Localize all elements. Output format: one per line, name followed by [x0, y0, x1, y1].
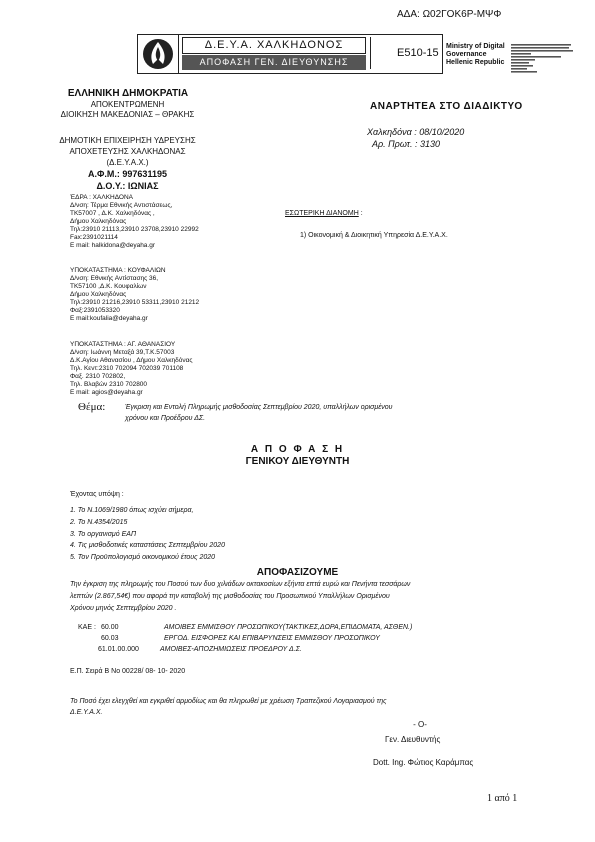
budget-commitment: Ε.Π. Σειρά Β Νο 00228/ 08- 10- 2020 [70, 668, 186, 675]
org-line-3: (Δ.Ε.Υ.Α.Χ.) [106, 158, 149, 167]
decide-line-3: Χρόνου μηνός Σεπτεμβρίου 2020 . [70, 605, 177, 612]
signature-o: - Ο- [413, 720, 427, 729]
doy: Δ.Ο.Υ.: ΙΩΝΙΑΣ [96, 181, 159, 191]
kae-code: 60.00 [101, 624, 119, 631]
signature-stamp-icon [511, 44, 583, 74]
form-code: Ε510-15 [370, 37, 440, 69]
admin-line-2: ΔΙΟΙΚΗΣΗ ΜΑΚΕΔΟΝΙΑΣ – ΘΡΑΚΗΣ [60, 110, 195, 119]
decide-line-2: λεπτών (2.867,54€) που αφορά την καταβολή της μισθοδοσίας του Προσωπικού Υπαλλήλων Ορισμένου [70, 593, 390, 600]
republic-title: ΕΛΛΗΝΙΚΗ ΔΗΜΟΚΡΑΤΙΑ [67, 88, 189, 99]
branch-agios-athanasios: ΥΠΟΚΑΤΑΣΤΗΜΑ : ΑΓ. ΑΘΑΝΑΣΙΟΥ Δ/νση: Ιωάννη Μεταξά 39,Τ.Κ.57003 Δ.Κ.Αγίου Αθανασίου , Δήμου Χαλκηδόνας Τηλ. Κεντ:2310 702094 702039 701108 Φαξ. 2310 702802, Τηλ. Βλαβών 2310 702800 E mail: agios@deyaha.gr [70, 341, 193, 396]
protocol-number: Αρ. Πρωτ. : 3130 [372, 139, 441, 149]
post-online-title: ΑΝΑΡΤΗΤΕΑ ΣΤΟ ΔΙΑΔΙΚΤΥΟ [370, 101, 523, 112]
org-line-2: ΑΠΟΧΕΤΕΥΣΗΣ ΧΑΛΚΗΔΟΝΑΣ [69, 147, 186, 156]
decision-subtitle: ΓΕΝΙΚΟΥ ΔΙΕΥΘΥΝΤΗ [245, 456, 350, 467]
subject-label: Θέμα: [78, 401, 106, 413]
signature-name: Dott. Ing. Φώτιος Καράμπας [373, 758, 474, 767]
page-number: 1 από 1 [487, 793, 518, 804]
kae-label: ΚΑΕ : [78, 624, 96, 631]
internal-distribution-item: 1) Οικονομική & Διοικητική Υπηρεσία Δ.Ε.Υ.Α.Χ. [300, 232, 448, 239]
document-header [137, 34, 443, 74]
having-in-mind: Έχοντας υπόψη : [70, 491, 124, 498]
deya-logo-icon [138, 35, 179, 73]
kae-code: 61.01.00.000 [98, 646, 139, 653]
verified-line-1: Το Ποσό έχει ελεγχθεί και εγκριθεί αρμοδίως και θα πληρωθεί με χρέωση Τραπεζικού Λογαριασμού της [70, 698, 387, 705]
internal-distribution: ΕΣΩΤΕΡΙΚΗ ΔΙΑΝΟΜΗ : [285, 210, 363, 217]
kae-desc: ΑΜΟΙΒΕΣ-ΑΠΟΖΗΜΙΩΣΕΙΣ ΠΡΟΕΔΡΟΥ Δ.Σ. [160, 646, 302, 653]
org-line-1: ΔΗΜΟΤΙΚΗ ΕΠΙΧΕΙΡΗΣΗ ΥΔΡΕΥΣΗΣ [59, 136, 196, 145]
ministry-stamp: Ministry of Digital Governance Hellenic Republic [446, 43, 505, 66]
date: Χαλκηδόνα : 08/10/2020 [367, 127, 465, 137]
admin-line-1: ΑΠΟΚΕΝΤΡΩΜΕΝΗ [90, 100, 165, 109]
we-decide-title: ΑΠΟΦΑΣΙΖΟΥΜΕ [256, 567, 339, 578]
kae-code: 60.03 [101, 635, 119, 642]
legal-basis-list [70, 505, 225, 564]
hq-block: ΈΔΡΑ : ΧΑΛΚΗΔΟΝΑ Δ/νση: Τέρμα Εθνικής Αντιστάσεως, ΤΚ57007 , Δ.Κ. Χαλκηδόνας , Δήμου Χαλκηδόνας Τηλ:23910 21113,23910 23708,23910 22992 Fax:2391021114 E mail: halkidona@deyaha.gr [70, 194, 199, 249]
subject-line-1: Έγκριση και Εντολή Πληρωμής μισθοδοσίας Σεπτεμβρίου 2020, υπαλλήλων ορισμένου [125, 404, 393, 411]
afm: Α.Φ.Μ.: 997631195 [88, 169, 167, 179]
decide-line-1: Την έγκριση της πληρωμής του Ποσού των δυο χιλιάδων οκτακοσίων εξήντα επτά ευρώ και Πενήντα τεσσάρων [70, 581, 411, 588]
list-item: 3. Το οργανισμό ΕΑΠ [70, 530, 137, 538]
decision-title: Α Π Ο Φ Α Σ Η [250, 444, 345, 455]
list-item: 2. Το Ν.4354/2015 [70, 518, 128, 526]
list-item: 5. Τον Προϋπολογισμό οικονομικού έτους 2020 [70, 554, 216, 562]
kae-desc: ΕΡΓΟΔ. ΕΙΣΦΟΡΕΣ ΚΑΙ ΕΠΙΒΑΡΥΝΣΕΙΣ ΕΜΜΙΣΘΟΥ ΠΡΟΣΩΠΙΚΟΥ [164, 635, 380, 642]
list-item: 1. Το Ν.1069/1980 όπως ισχύει σήμερα, [70, 507, 194, 514]
ada-code: ΑΔΑ: Ω02ΓΟΚ6Ρ-ΜΨΦ [397, 9, 502, 20]
signature-role: Γεν. Διευθυντής [385, 735, 441, 744]
branch-koufalia: ΥΠΟΚΑΤΑΣΤΗΜΑ : ΚΟΥΦΑΛΙΩΝ Δ/νση: Εθνικής Αντίστασης 36, ΤΚ57100 ,Δ.Κ. Κουφαλίων Δήμου Χαλκηδόνας Τηλ:23910 21216,23910 53311,23910 21212 Φαξ:2391053320 E mail:koufalia@deyaha.gr [70, 267, 200, 322]
kae-desc: ΑΜΟΙΒΕΣ ΕΜΜΙΣΘΟΥ ΠΡΟΣΩΠΙΚΟΥ(ΤΑΚΤΙΚΕΣ,ΔΩΡΑ,ΕΠΙΔΟΜΑΤΑ, ΑΣΘΕΝ.) [164, 624, 413, 631]
digital-signature-stamp [511, 44, 583, 75]
internal-distribution-label: ΕΣΩΤΕΡΙΚΗ ΔΙΑΝΟΜΗ [285, 210, 359, 217]
verified-line-2: Δ.Ε.Υ.Α.Χ. [70, 709, 103, 716]
subject-line-2: χρόνου και Προέδρου ΔΣ. [125, 415, 206, 422]
list-item: 4. Τις μισθοδοτικές καταστάσεις Σεπτεμβρίου 2020 [70, 542, 225, 550]
org-title: Δ.Ε.Υ.Α. ΧΑΛΚΗΔΟΝΟΣ [182, 37, 366, 54]
decision-type: ΑΠΟΦΑΣΗ ΓΕΝ. ΔΙΕΥΘΥΝΣΗΣ [182, 55, 366, 70]
